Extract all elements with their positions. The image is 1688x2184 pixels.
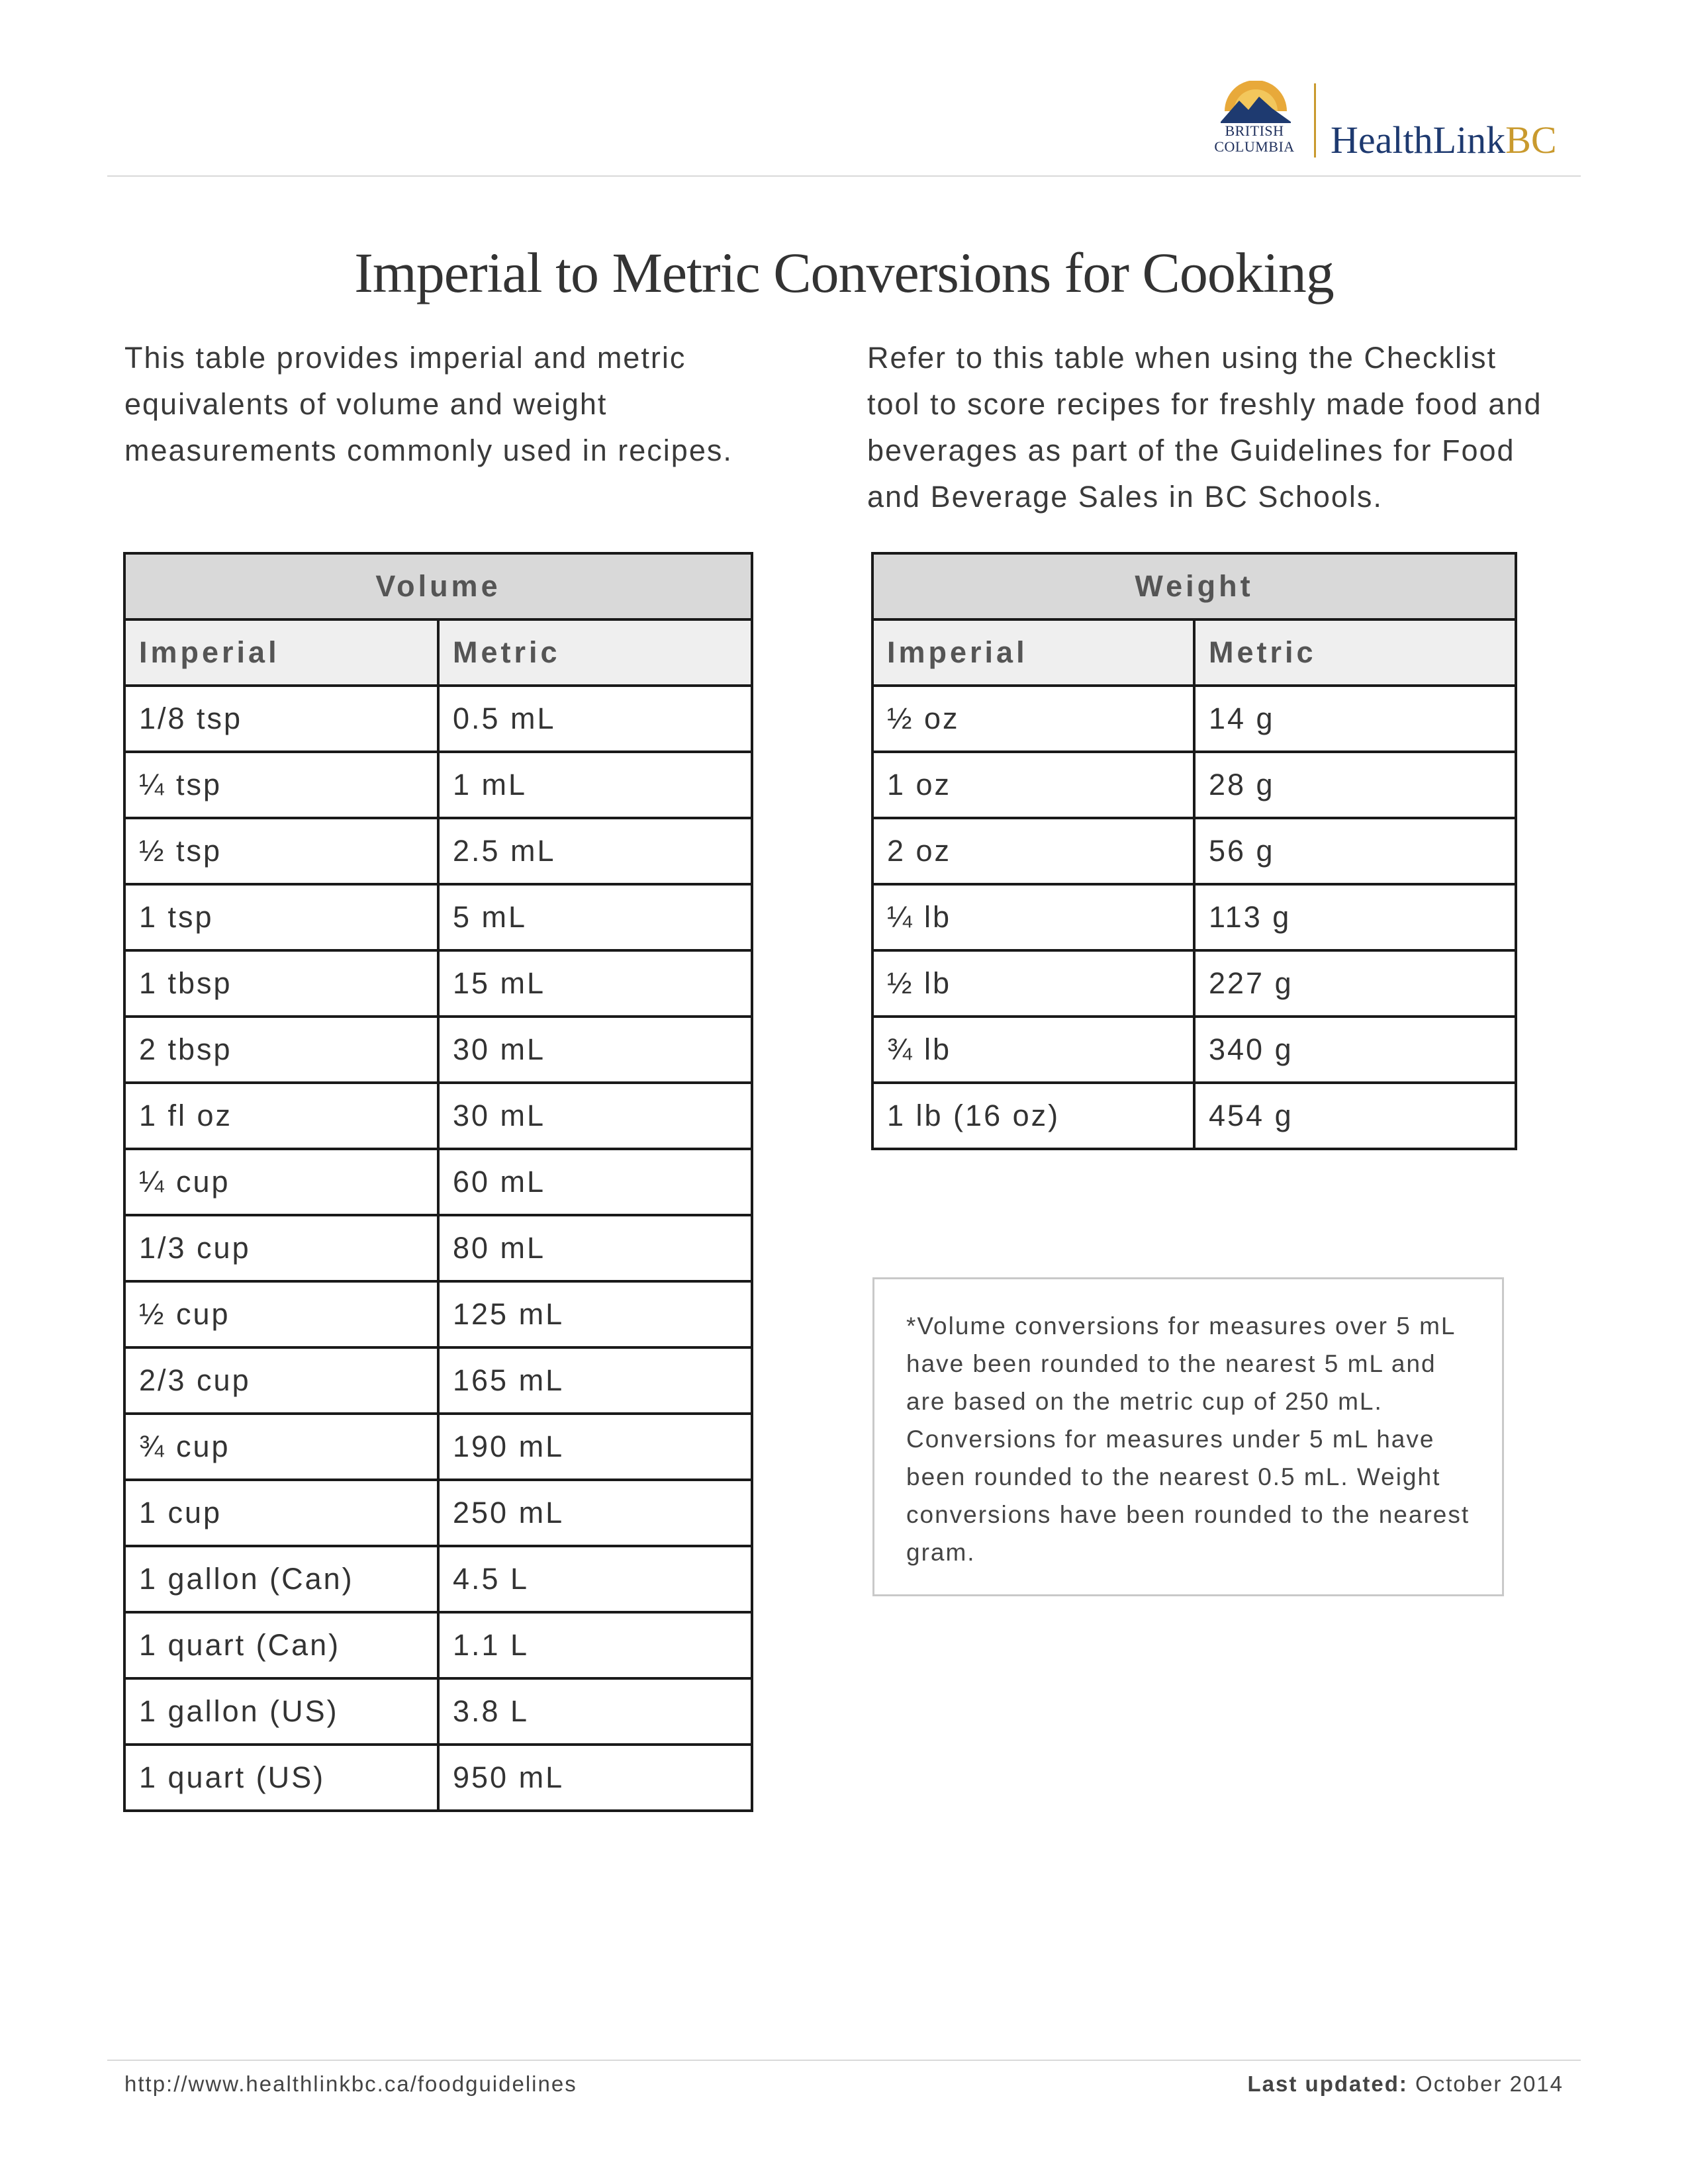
intro-left: This table provides imperial and metric equivalents of volume and weight measurements commonly used in recipes. [124,341,733,467]
bc-sun-mountains-icon [1219,81,1292,123]
metric-cell: 80 mL [438,1215,752,1281]
table-row [124,1149,752,1215]
imperial-cell: 1 fl oz [124,1083,438,1149]
weight-col-metric: Metric [1194,619,1516,686]
metric-cell: 340 g [1194,1017,1516,1083]
imperial-cell: ¼ tsp [124,752,438,818]
imperial-cell: 1 oz [872,752,1194,818]
imperial-cell: ½ oz [872,686,1194,752]
last-updated-label: Last updated: [1247,2071,1408,2096]
metric-cell: 250 mL [438,1480,752,1546]
metric-cell: 60 mL [438,1149,752,1215]
table-row [124,1480,752,1546]
table-row [124,1745,752,1811]
metric-cell: 5 mL [438,884,752,950]
british-columbia-wordmark [1205,123,1304,155]
metric-cell: 30 mL [438,1083,752,1149]
imperial-cell: ½ cup [124,1281,438,1347]
table-row [124,1215,752,1281]
metric-cell: 227 g [1194,950,1516,1017]
table-row [124,1281,752,1347]
table-row [124,1017,752,1083]
volume-table [123,552,753,1812]
table-row [124,818,752,884]
table-row [124,1083,752,1149]
imperial-cell: ¼ lb [872,884,1194,950]
volume-col-metric: Metric [438,619,752,686]
table-row [124,1414,752,1480]
weight-caption: Weight [872,553,1516,619]
imperial-cell: 1 tsp [124,884,438,950]
table-row [872,818,1516,884]
metric-cell: 15 mL [438,950,752,1017]
imperial-cell: ¼ cup [124,1149,438,1215]
metric-cell: 0.5 mL [438,686,752,752]
healthlinkbc-logo [1205,78,1557,164]
imperial-cell: 1 quart (Can) [124,1612,438,1678]
table-row [124,1546,752,1612]
imperial-cell: 1 tbsp [124,950,438,1017]
imperial-cell: 2 oz [872,818,1194,884]
table-row [872,1017,1516,1083]
imperial-cell: 1 cup [124,1480,438,1546]
metric-cell: 14 g [1194,686,1516,752]
table-row [124,950,752,1017]
volume-col-imperial: Imperial [124,619,438,686]
logo-divider [1314,83,1316,158]
metric-cell: 1 mL [438,752,752,818]
logo-bc-text: BC [1505,118,1557,161]
metric-cell: 4.5 L [438,1546,752,1612]
rounding-note: *Volume conversions for measures over 5 mL have been rounded to the nearest 5 mL and are based on the metric cup of 250 mL. Conversions for measures under 5 mL have been rounded to the nearest 0.5 mL. Weight conversions have been rounded to the nearest gram. [872,1277,1504,1596]
table-row [124,1678,752,1745]
volume-caption: Volume [124,553,752,619]
table-row [124,884,752,950]
table-row [872,1083,1516,1149]
metric-cell: 1.1 L [438,1612,752,1678]
table-row [872,950,1516,1017]
imperial-cell: ½ tsp [124,818,438,884]
metric-cell: 125 mL [438,1281,752,1347]
metric-cell: 454 g [1194,1083,1516,1149]
table-row [124,1612,752,1678]
imperial-cell: 1 lb (16 oz) [872,1083,1194,1149]
imperial-cell: ½ lb [872,950,1194,1017]
metric-cell: 2.5 mL [438,818,752,884]
healthlinkbc-wordmark [1331,118,1557,162]
metric-cell: 950 mL [438,1745,752,1811]
imperial-cell: 2/3 cup [124,1347,438,1414]
logo-line-british: BRITISH [1225,122,1284,139]
imperial-cell: 1/8 tsp [124,686,438,752]
metric-cell: 28 g [1194,752,1516,818]
metric-cell: 190 mL [438,1414,752,1480]
header-divider [107,175,1581,177]
footer-divider [107,2060,1581,2061]
table-row [872,884,1516,950]
imperial-cell: 2 tbsp [124,1017,438,1083]
logo-line-columbia: COLUMBIA [1214,138,1295,155]
metric-cell: 30 mL [438,1017,752,1083]
imperial-cell: 1 quart (US) [124,1745,438,1811]
metric-cell: 113 g [1194,884,1516,950]
page-title: Imperial to Metric Conversions for Cooking [354,241,1334,304]
imperial-cell: ¾ lb [872,1017,1194,1083]
logo-healthlink-text: HealthLink [1331,118,1506,161]
metric-cell: 165 mL [438,1347,752,1414]
last-updated-value: October 2014 [1415,2071,1564,2096]
imperial-cell: ¾ cup [124,1414,438,1480]
imperial-cell: 1 gallon (Can) [124,1546,438,1612]
table-row [872,752,1516,818]
weight-table [871,552,1517,1150]
footer-url-link[interactable]: http://www.healthlinkbc.ca/foodguidelines [124,2071,577,2096]
weight-col-imperial: Imperial [872,619,1194,686]
metric-cell: 3.8 L [438,1678,752,1745]
table-row [872,686,1516,752]
table-row [124,752,752,818]
intro-right: Refer to this table when using the Checklist tool to score recipes for freshly made food and beverages as part of the Guidelines for Food and Beverage Sales in BC Schools. [867,341,1542,514]
imperial-cell: 1/3 cup [124,1215,438,1281]
imperial-cell: 1 gallon (US) [124,1678,438,1745]
metric-cell: 56 g [1194,818,1516,884]
table-row [124,1347,752,1414]
table-row [124,686,752,752]
footer-last-updated [1248,2071,1564,2097]
